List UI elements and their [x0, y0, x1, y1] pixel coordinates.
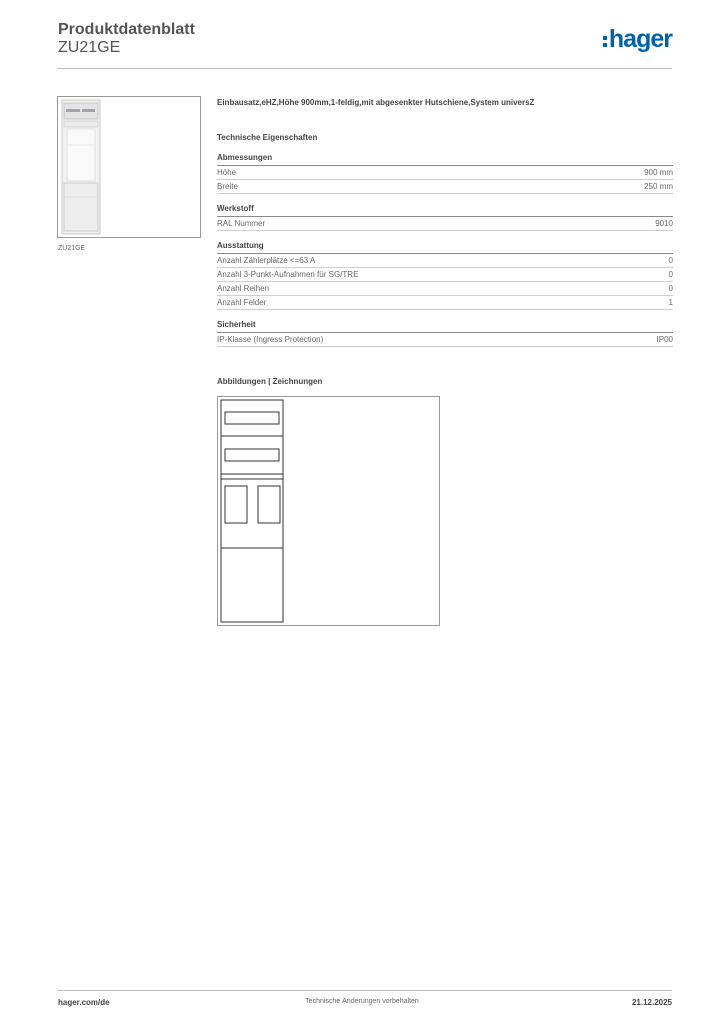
spec-value: 0: [668, 256, 673, 265]
spec-row: [217, 166, 673, 180]
spec-row: [217, 254, 673, 268]
hager-logo: [603, 27, 672, 52]
footer-divider: [57, 990, 672, 991]
spec-label: Höhe: [217, 168, 237, 177]
spec-label: RAL Nummer: [217, 219, 266, 228]
section-dimensions: [217, 151, 673, 194]
product-photo-illustration: [58, 97, 200, 237]
section-title: Abmessungen: [217, 151, 673, 166]
spec-label: Anzahl Zählerplätze <=63 A: [217, 256, 316, 265]
section-safety: [217, 318, 673, 347]
spec-row: [217, 217, 673, 231]
spec-label: Breite: [217, 182, 238, 191]
logo-text: hager: [608, 25, 672, 53]
footer-notice: Technische Änderungen vorbehalten: [305, 998, 419, 1005]
spec-value: 0: [668, 284, 673, 293]
header-divider: [57, 68, 672, 69]
technical-drawing-lines: [218, 397, 439, 625]
spec-label: Anzahl Felder: [217, 298, 267, 307]
product-image: [57, 96, 201, 238]
section-title: Werkstoff: [217, 202, 673, 217]
spec-label: Anzahl 3-Punkt-Aufnahmen für SG/TRE: [217, 270, 359, 279]
spec-row: [217, 268, 673, 282]
spec-value: 0: [668, 270, 673, 279]
document-title: Produktdatenblatt: [58, 21, 195, 38]
spec-row: [217, 296, 673, 310]
spec-label: Anzahl Reihen: [217, 284, 270, 293]
product-image-caption: ZU21GE: [58, 245, 86, 252]
spec-value: IP00: [656, 335, 673, 344]
spec-value: 9010: [655, 219, 673, 228]
drawings-title: Abbildungen | Zeichnungen: [217, 377, 323, 386]
spec-value: 1: [668, 298, 673, 307]
spec-value: 900 mm: [644, 168, 673, 177]
technical-drawing: [217, 396, 440, 626]
spec-label: IP-Klasse (Ingress Protection): [217, 335, 324, 344]
spec-value: 250 mm: [644, 182, 673, 191]
product-description: Einbausatz,eHZ,Höhe 900mm,1-feldig,mit abgesenkter Hutschiene,System universZ: [217, 98, 535, 107]
section-title: Sicherheit: [217, 318, 673, 333]
product-code: ZU21GE: [58, 39, 121, 56]
section-material: [217, 202, 673, 231]
spec-row: [217, 333, 673, 347]
technical-properties-title: Technische Eigenschaften: [217, 133, 318, 142]
section-equipment: [217, 239, 673, 310]
section-title: Ausstattung: [217, 239, 673, 254]
footer-date: 21.12.2025: [631, 998, 672, 1007]
logo-dots-icon: [603, 36, 607, 47]
footer-website: hager.com/de: [58, 998, 110, 1007]
product-details: [217, 96, 673, 389]
spec-row: [217, 180, 673, 194]
spec-row: [217, 282, 673, 296]
